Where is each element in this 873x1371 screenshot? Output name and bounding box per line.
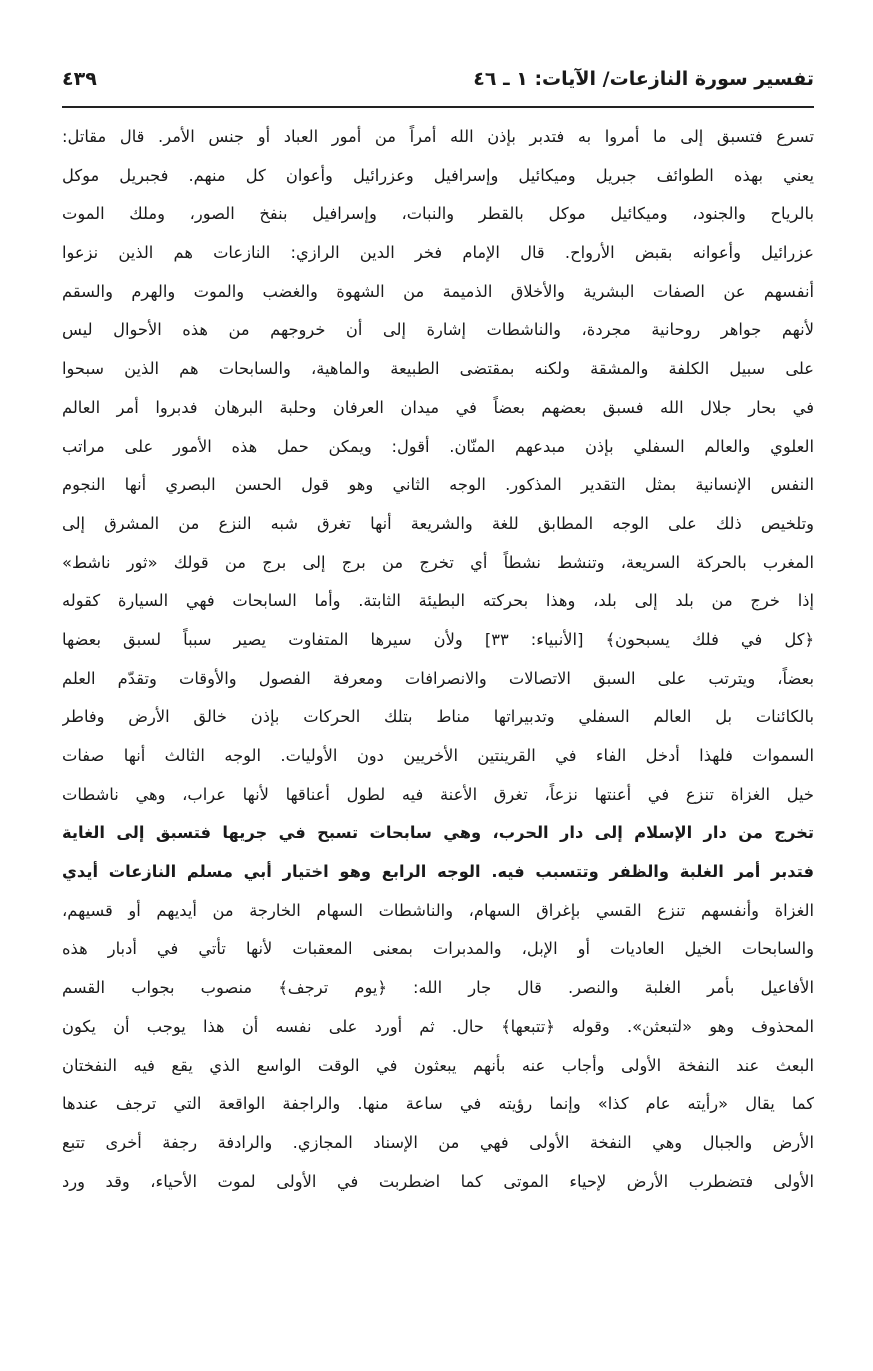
text-line: عزرائيل وأعوانه بقبض الأرواح. قال الإمام فخر الدين الرازي: النازعات هم الذين نزعوا [62, 243, 814, 263]
running-title: تفسير سورة النازعات/ الآيات: ١ ـ ٤٦ [473, 68, 814, 90]
text-line: لأنهم جواهر روحانية مجردة، والناشطات إشارة إلى أن خروجهم من هذه الأحوال ليس [62, 320, 814, 340]
text-line: الأرض والجبال وهي النفخة الأولى فهي من الإسناد المجازي. والرادفة رجفة أخرى تتبع [62, 1132, 814, 1152]
text-line: المحذوف وهو «لتبعثن». وقوله ﴿تتبعها﴾ حال. ثم أورد على نفسه أن هذا يوجب أن يكون [62, 1016, 814, 1036]
text-line: تسرع فتسبق إلى ما أمروا به فتدبر بإذن الله أمراً من أمور العباد أو جنس الأمر. قال مقاتل: [62, 127, 814, 146]
text-line: وتلخيص ذلك على الوجه المطابق للغة والشريعة أنها تغرق شبه النزع من المشرق إلى [62, 513, 814, 533]
text-line: بعضاً، ويترتب على السبق الاتصالات والانصرافات ومعرفة الفصول والأوقات وتقدّم العلم [62, 668, 814, 688]
text-line: فتدبر أمر الغلبة والظفر وتتسبب فيه. الوجه الرابع وهو اختيار أبي مسلم النازعات أيدي [62, 862, 814, 882]
header-divider [62, 106, 814, 108]
page-header [62, 62, 814, 100]
text-line: النفس الإنسانية بمثل التقدير المذكور. الوجه الثاني وهو قول الحسن البصري أنها النجوم [62, 475, 814, 495]
text-line: الأولى فتضطرب الأرض لإحياء الموتى كما اضطربت في الأولى لموت الأحياء، وقد ورد [62, 1171, 814, 1191]
text-line: السموات فلهذا أدخل الفاء في القرينتين الأخريين دون الأوليات. الوجه الثالث أنها صفات [62, 746, 814, 765]
text-line: بالكائنات بل العالم السفلي وتدبيراتها مناط بتلك الحركات بإذن خالق الأرض وفاطر [62, 707, 814, 727]
text-line: الأفاعيل بأمر الغلبة والنصر. قال جار الله: ﴿يوم ترجف﴾ منصوب بجواب القسم [62, 978, 814, 998]
text-line: يعني بهذه الطوائف جبريل وميكائيل وإسرافيل وعزرائيل وأعوان كل منهم. فجبريل موكل [62, 165, 814, 185]
page-number: ٤٣٩ [62, 68, 97, 90]
text-line: كما يقال «رأيته عام كذا» وإنما رؤيته في ساعة منها. والراجفة الواقعة التي ترجف عندها [62, 1094, 814, 1114]
text-line: والسابحات الخيل العاديات أو الإبل، والمدبرات بمعنى المعقبات لأنها تأتي في أدبار هذه [62, 939, 814, 959]
text-line: إذا خرج من بلد إلى بلد، وهذا بحركته البطيئة الثابتة. وأما السابحات فهي السيارة كقوله [62, 591, 814, 611]
text-line: على سبيل الكلفة والمشقة ولكنه بمقتضى الطبيعة والماهية، والسابحات هم الذين سبحوا [62, 359, 814, 379]
text-line: المغرب بالحركة السريعة، وتنشط نشطاً أي تخرج من برج إلى برج من قولك «ثور ناشط» [62, 552, 814, 572]
text-line: البعث عند النفخة الأولى وأجاب عنه بأنهم يبعثون في الوقت الواسع الذي يقع فيه النفختان [62, 1055, 814, 1075]
body-text [62, 118, 814, 1201]
text-line: بالرياح والجنود، وميكائيل موكل بالقطر والنبات، وإسرافيل بنفخ الصور، وملك الموت [62, 204, 814, 224]
text-line: ﴿كل في فلك يسبحون﴾ [الأنبياء: ٣٣] ولأن سيرها المتفاوت يصير سبباً لسبق بعضها [62, 629, 814, 649]
text-line: أنفسهم عن الصفات البشرية والأخلاق الذميمة من الشهوة والغضب والموت والهرم والسقم [62, 281, 814, 301]
text-line: تخرج من دار الإسلام إلى دار الحرب، وهي سابحات تسبح في جريها فتسبق إلى الغاية [62, 823, 814, 843]
text-line: الغزاة وأنفسهم تنزع القسي بإغراق السهام، والناشطات السهام الخارجة من أيديهم أو قسيهم، [62, 900, 814, 920]
text-line: العلوي والعالم السفلي بإذن مبدعهم المنّان. أقول: ويمكن حمل هذه الأمور على مراتب [62, 436, 814, 456]
text-line: في بحار جلال الله فسبق بعضهم بعضاً في ميدان العرفان وحلبة البرهان فدبروا أمر العالم [62, 397, 814, 417]
text-line: خيل الغزاة تنزع في أعنتها نزعاً، تغرق الأعنة فيه لطول أعناقها لأنها عراب، وهي ناشطات [62, 784, 814, 804]
